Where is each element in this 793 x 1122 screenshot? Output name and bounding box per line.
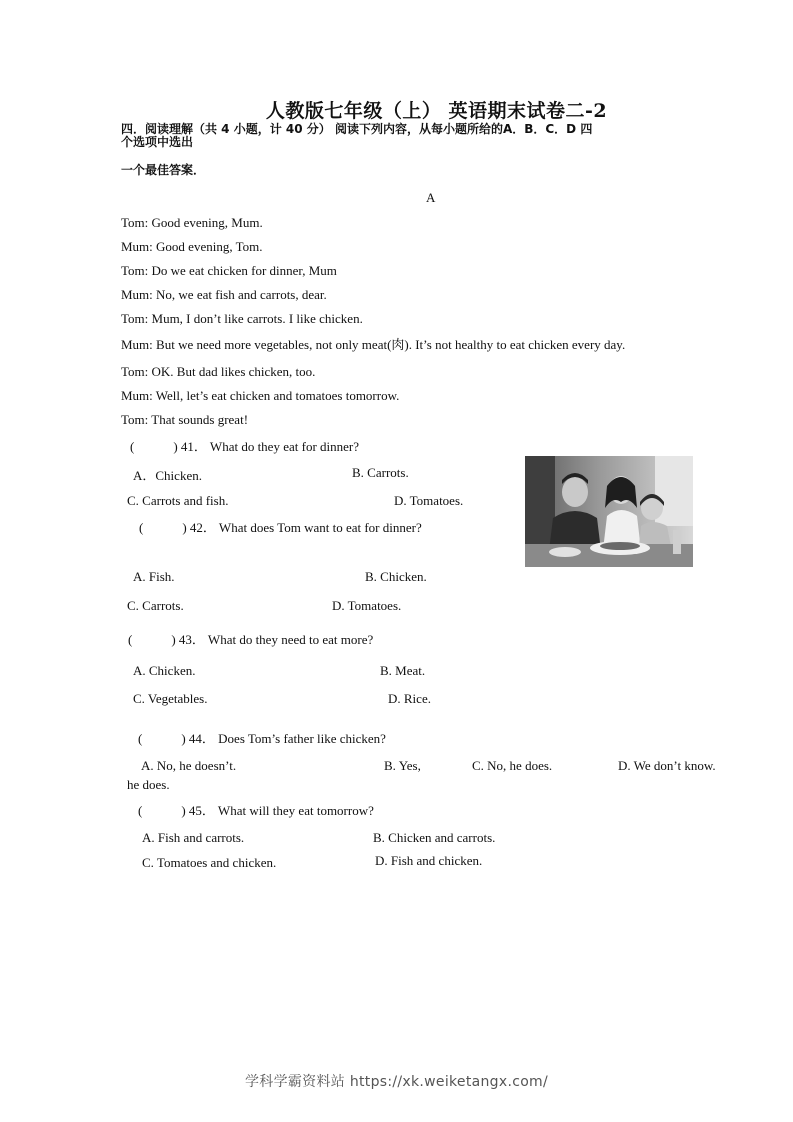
dialogue-line: Mum: But we need more vegetables, not only meat(肉). It’s not healthy to eat chicken every day.: [121, 337, 626, 352]
question-43-option-a: A. Chicken.: [133, 663, 196, 678]
dialogue-line: Tom: OK. But dad likes chicken, too.: [121, 364, 316, 379]
question-41-stem: ( ) 41． What do they eat for dinner?: [130, 439, 359, 454]
instructions-line-2: 个选项中选出: [121, 135, 194, 149]
passage-label: A: [426, 190, 436, 205]
instructions-line-3: 一个最佳答案．: [121, 163, 206, 177]
question-41-option-c: C. Carrots and fish.: [127, 493, 229, 508]
dialogue-line: Tom: Good evening, Mum.: [121, 215, 263, 230]
question-41-option-b: B. Carrots.: [352, 465, 409, 480]
dialogue-line: Mum: No, we eat fish and carrots, dear.: [121, 287, 327, 302]
question-44-option-d: D. We don’t know.: [618, 758, 716, 773]
family-dinner-photo: [525, 456, 693, 567]
question-42-option-c: C. Carrots.: [127, 598, 184, 613]
question-45-option-b: B. Chicken and carrots.: [373, 830, 496, 845]
question-44-option-a: A. No, he doesn’t.: [141, 758, 237, 773]
question-42-option-a: A. Fish.: [133, 569, 175, 584]
question-45-stem: ( ) 45． What will they eat tomorrow?: [138, 803, 374, 818]
question-44-option-c: C. No, he does.: [472, 758, 553, 773]
question-42-option-b: B. Chicken.: [365, 569, 427, 584]
dialogue-line: Tom: Do we eat chicken for dinner, Mum: [121, 263, 337, 278]
question-42-option-d: D. Tomatoes.: [332, 598, 402, 613]
instructions-line-1: 四．阅读理解（共 4 小题，计 40 分） 阅读下列内容，从每小题所给的A．B．C．D 四: [121, 122, 593, 136]
dialogue-line: Mum: Well, let’s eat chicken and tomatoes tomorrow.: [121, 388, 400, 403]
question-45-option-d: D. Fish and chicken.: [375, 853, 483, 868]
question-43-option-c: C. Vegetables.: [133, 691, 208, 706]
footer-watermark: 学科学霸资料站 https://xk.weiketangx.com/: [244, 1074, 549, 1090]
question-44-stem: ( ) 44． Does Tom’s father like chicken?: [138, 731, 386, 746]
dialogue-line: Mum: Good evening, Tom.: [121, 239, 263, 254]
question-41-option-a: A．Chicken.: [133, 468, 202, 483]
question-44-option-b-continued: he does.: [127, 777, 170, 792]
question-45-option-c: C. Tomatoes and chicken.: [142, 855, 277, 870]
dialogue-line: Tom: Mum, I don’t like carrots. I like chicken.: [121, 311, 363, 326]
question-44-option-b: B. Yes,: [384, 758, 421, 773]
question-43-option-d: D. Rice.: [388, 691, 431, 706]
page-title: 人教版七年级（上） 英语期末试卷二-2: [265, 100, 608, 122]
question-41-option-d: D. Tomatoes.: [394, 493, 464, 508]
question-43-option-b: B. Meat.: [380, 663, 426, 678]
dialogue-line: Tom: That sounds great!: [121, 412, 249, 427]
question-45-option-a: A. Fish and carrots.: [142, 830, 245, 845]
question-42-stem: ( ) 42． What does Tom want to eat for dinner?: [139, 520, 422, 535]
question-43-stem: ( ) 43． What do they need to eat more?: [128, 632, 374, 647]
